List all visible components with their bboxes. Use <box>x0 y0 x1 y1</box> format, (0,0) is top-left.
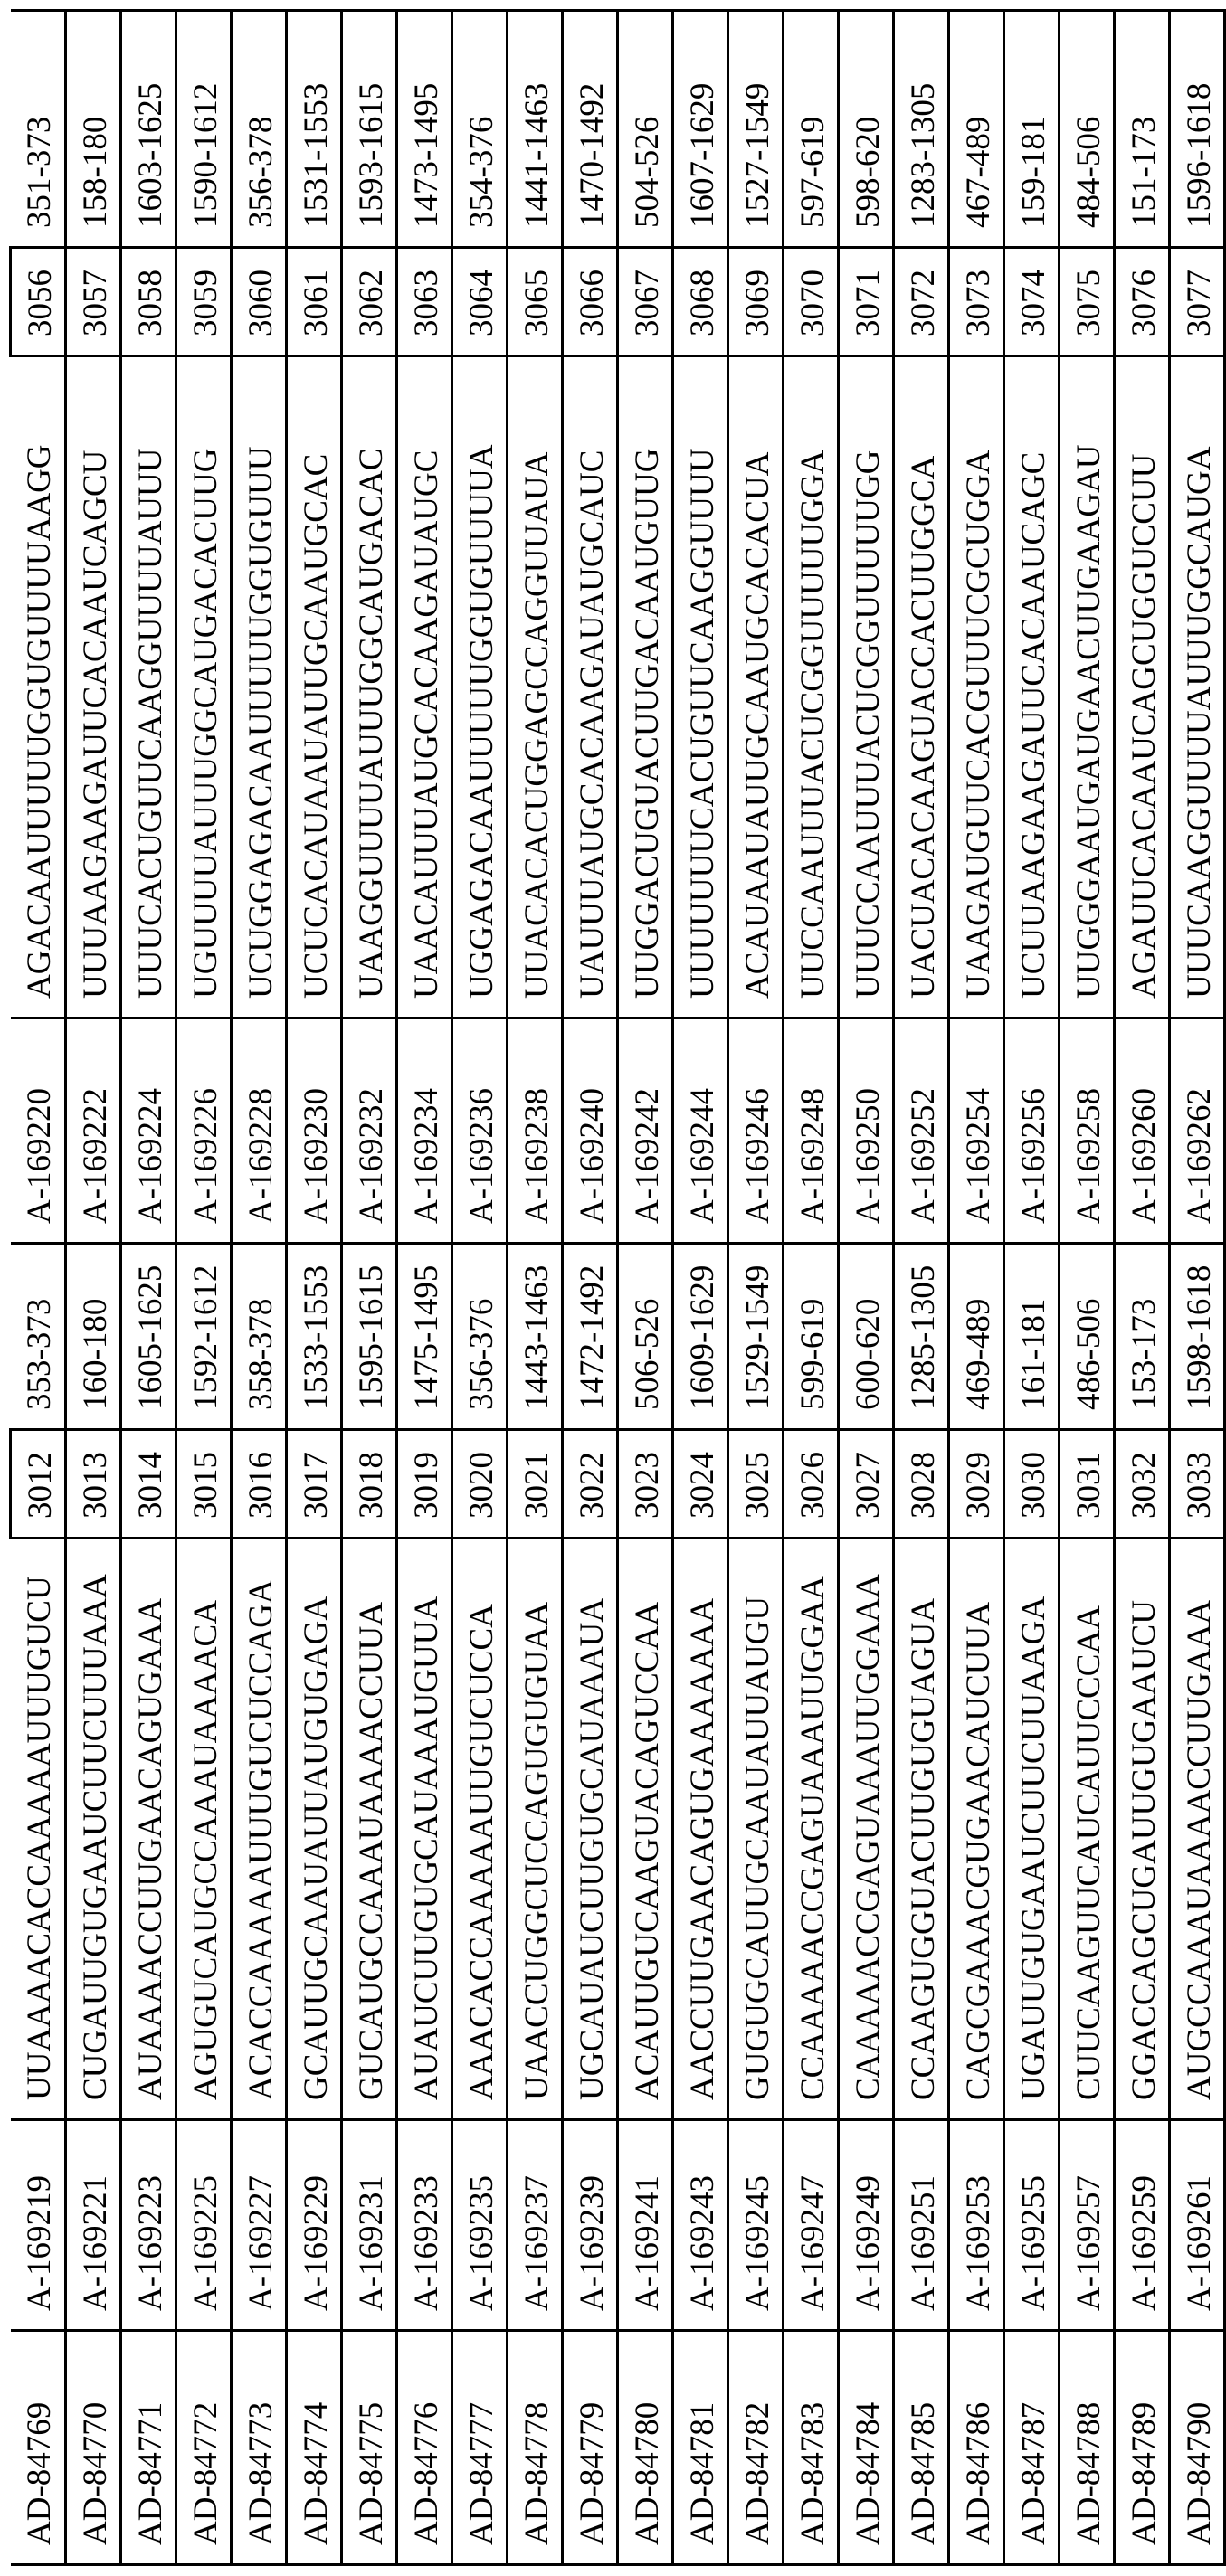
sense-id-cell: A-169253 <box>949 2120 1004 2331</box>
sense-range-cell: 599-619 <box>784 1244 839 1430</box>
table-row <box>397 11 452 2565</box>
antisense-range-cell: 1603-1625 <box>121 11 176 248</box>
sense-range-cell: 1533-1553 <box>287 1244 342 1430</box>
antisense-seq-number-cell: 3063 <box>397 248 452 356</box>
sense-sequence-cell: GCAUUGCAAUAUUAUGUGAGA <box>287 1539 342 2120</box>
sense-id-cell: A-169223 <box>121 2120 176 2331</box>
sense-id-cell: A-169237 <box>508 2120 563 2331</box>
sense-id-cell: A-169251 <box>894 2120 949 2331</box>
sense-sequence-cell: UGAUUGUGAAUCUUCUUAAGA <box>1004 1539 1060 2120</box>
antisense-seq-number-cell: 3069 <box>728 248 784 356</box>
sense-sequence-cell: UAACCUGGCUCCAGUGUGUAA <box>508 1539 563 2120</box>
table-row <box>618 11 673 2565</box>
duplex-id-cell: AD-84783 <box>784 2331 839 2565</box>
antisense-seq-number-cell: 3061 <box>287 248 342 356</box>
sense-range-cell: 1529-1549 <box>728 1244 784 1430</box>
antisense-sequence-cell: UUCCAAUUUACUCGGUUUUUGGA <box>784 356 839 1018</box>
antisense-sequence-cell: AGAUUCACAAUCAGCUGGUCCUU <box>1115 356 1170 1018</box>
table-row <box>1060 11 1115 2565</box>
duplex-id-cell: AD-84776 <box>397 2331 452 2565</box>
antisense-range-cell: 1283-1305 <box>894 11 949 248</box>
antisense-id-cell: A-169252 <box>894 1018 949 1244</box>
antisense-range-cell: 1441-1463 <box>508 11 563 248</box>
sense-range-cell: 160-180 <box>66 1244 121 1430</box>
antisense-id-cell: A-169260 <box>1115 1018 1170 1244</box>
antisense-sequence-cell: UUUAAGAAGAUUCACAAUCAGCU <box>66 356 121 1018</box>
sense-seq-number-cell: 3028 <box>894 1430 949 1539</box>
table-row <box>949 11 1004 2565</box>
sense-sequence-cell: CAAAAACCGAGUAAAUUGGAAA <box>839 1539 894 2120</box>
antisense-id-cell: A-169230 <box>287 1018 342 1244</box>
duplex-id-cell: AD-84784 <box>839 2331 894 2565</box>
sense-sequence-cell: CAGCGAAACGUGAACAUCUUA <box>949 1539 1004 2120</box>
table-row <box>508 11 563 2565</box>
antisense-id-cell: A-169224 <box>121 1018 176 1244</box>
sense-sequence-cell: UUAAAACACCAAAAAUUUGUCU <box>11 1539 66 2120</box>
duplex-id-cell: AD-84781 <box>673 2331 728 2565</box>
sense-seq-number-cell: 3022 <box>563 1430 618 1539</box>
antisense-range-cell: 484-506 <box>1060 11 1115 248</box>
duplex-id-cell: AD-84770 <box>66 2331 121 2565</box>
antisense-seq-number-cell: 3070 <box>784 248 839 356</box>
duplex-id-cell: AD-84771 <box>121 2331 176 2565</box>
table-row <box>784 11 839 2565</box>
sense-id-cell: A-169233 <box>397 2120 452 2331</box>
duplex-id-cell: AD-84788 <box>1060 2331 1115 2565</box>
sense-sequence-cell: UGCAUAUCUUGUGCAUAAAUA <box>563 1539 618 2120</box>
sense-seq-number-cell: 3027 <box>839 1430 894 1539</box>
antisense-id-cell: A-169234 <box>397 1018 452 1244</box>
table-row <box>1004 11 1060 2565</box>
sense-id-cell: A-169239 <box>563 2120 618 2331</box>
antisense-range-cell: 467-489 <box>949 11 1004 248</box>
antisense-seq-number-cell: 3075 <box>1060 248 1115 356</box>
antisense-id-cell: A-169262 <box>1170 1018 1225 1244</box>
sense-range-cell: 358-378 <box>232 1244 287 1430</box>
sense-sequence-cell: CCAAAAACCGAGUAAAUUGGAA <box>784 1539 839 2120</box>
table-row <box>563 11 618 2565</box>
sense-seq-number-cell: 3026 <box>784 1430 839 1539</box>
antisense-id-cell: A-169232 <box>342 1018 397 1244</box>
antisense-sequence-cell: UAAGAUGUUCACGUUUCGCUGGA <box>949 356 1004 1018</box>
antisense-range-cell: 1470-1492 <box>563 11 618 248</box>
duplex-id-cell: AD-84775 <box>342 2331 397 2565</box>
antisense-id-cell: A-169258 <box>1060 1018 1115 1244</box>
antisense-sequence-cell: UACUACACAAGUACCACUUGGCA <box>894 356 949 1018</box>
antisense-sequence-cell: ACAUAAUAUUGCAAUGCACACUA <box>728 356 784 1018</box>
sense-sequence-cell: AAACACCAAAAAUUGUCUCCA <box>452 1539 508 2120</box>
antisense-id-cell: A-169240 <box>563 1018 618 1244</box>
sense-sequence-cell: GUCAUGCCAAAUAAAACCUUA <box>342 1539 397 2120</box>
antisense-seq-number-cell: 3076 <box>1115 248 1170 356</box>
sense-seq-number-cell: 3029 <box>949 1430 1004 1539</box>
sense-range-cell: 1443-1463 <box>508 1244 563 1430</box>
antisense-sequence-cell: UAUUUAUGCACAAGAUAUGCAUC <box>563 356 618 1018</box>
duplex-id-cell: AD-84782 <box>728 2331 784 2565</box>
table-row <box>452 11 508 2565</box>
sense-sequence-cell: AACCUUGAACAGUGAAAAAAA <box>673 1539 728 2120</box>
antisense-seq-number-cell: 3059 <box>176 248 232 356</box>
sense-sequence-cell: AUAUCUUGUGCAUAAAUGUUA <box>397 1539 452 2120</box>
antisense-range-cell: 159-181 <box>1004 11 1060 248</box>
sense-sequence-cell: CUUCAAGUUCAUCAUUCCCAA <box>1060 1539 1115 2120</box>
antisense-range-cell: 1596-1618 <box>1170 11 1225 248</box>
sense-seq-number-cell: 3030 <box>1004 1430 1060 1539</box>
duplex-id-cell: AD-84773 <box>232 2331 287 2565</box>
sense-id-cell: A-169243 <box>673 2120 728 2331</box>
sense-sequence-cell: ACAUUGUCAAGUACAGUCCAA <box>618 1539 673 2120</box>
antisense-seq-number-cell: 3066 <box>563 248 618 356</box>
sense-id-cell: A-169259 <box>1115 2120 1170 2331</box>
table-row <box>839 11 894 2565</box>
table-row <box>894 11 949 2565</box>
sense-seq-number-cell: 3032 <box>1115 1430 1170 1539</box>
antisense-seq-number-cell: 3071 <box>839 248 894 356</box>
sense-seq-number-cell: 3015 <box>176 1430 232 1539</box>
antisense-id-cell: A-169238 <box>508 1018 563 1244</box>
antisense-range-cell: 158-180 <box>66 11 121 248</box>
sense-range-cell: 1609-1629 <box>673 1244 728 1430</box>
antisense-sequence-cell: UAAGGUUUUAUUUGGCAUGACAC <box>342 356 397 1018</box>
antisense-id-cell: A-169228 <box>232 1018 287 1244</box>
sense-id-cell: A-169247 <box>784 2120 839 2331</box>
table-row <box>1170 11 1225 2565</box>
antisense-id-cell: A-169250 <box>839 1018 894 1244</box>
antisense-sequence-cell: AGACAAUUUUUGGUGUUUUAAGG <box>11 356 66 1018</box>
antisense-range-cell: 356-378 <box>232 11 287 248</box>
duplex-id-cell: AD-84787 <box>1004 2331 1060 2565</box>
sense-seq-number-cell: 3025 <box>728 1430 784 1539</box>
table-row <box>66 11 121 2565</box>
sense-seq-number-cell: 3013 <box>66 1430 121 1539</box>
sense-id-cell: A-169245 <box>728 2120 784 2331</box>
antisense-seq-number-cell: 3056 <box>11 248 66 356</box>
table-row <box>728 11 784 2565</box>
duplex-id-cell: AD-84779 <box>563 2331 618 2565</box>
sense-sequence-cell: ACACCAAAAAUUUGUCUCCAGA <box>232 1539 287 2120</box>
antisense-seq-number-cell: 3077 <box>1170 248 1225 356</box>
antisense-seq-number-cell: 3074 <box>1004 248 1060 356</box>
antisense-sequence-cell: UUACACACUGGAGCCAGGUUAUA <box>508 356 563 1018</box>
antisense-range-cell: 597-619 <box>784 11 839 248</box>
sense-id-cell: A-169221 <box>66 2120 121 2331</box>
sense-id-cell: A-169255 <box>1004 2120 1060 2331</box>
table-row <box>673 11 728 2565</box>
antisense-sequence-cell: UUUCACUGUUCAAGGUUUUAUUU <box>121 356 176 1018</box>
table-row <box>121 11 176 2565</box>
antisense-seq-number-cell: 3058 <box>121 248 176 356</box>
antisense-id-cell: A-169222 <box>66 1018 121 1244</box>
sense-sequence-cell: CUGAUUGUGAAUCUUCUUUAAA <box>66 1539 121 2120</box>
sense-seq-number-cell: 3019 <box>397 1430 452 1539</box>
antisense-sequence-cell: UGUUUUAUUUGGCAUGACACUUG <box>176 356 232 1018</box>
sense-seq-number-cell: 3016 <box>232 1430 287 1539</box>
sense-range-cell: 600-620 <box>839 1244 894 1430</box>
sense-id-cell: A-169249 <box>839 2120 894 2331</box>
antisense-sequence-cell: UUGGACUGUACUUGACAAUGUUG <box>618 356 673 1018</box>
antisense-id-cell: A-169246 <box>728 1018 784 1244</box>
antisense-range-cell: 1590-1612 <box>176 11 232 248</box>
sense-seq-number-cell: 3018 <box>342 1430 397 1539</box>
duplex-id-cell: AD-84769 <box>11 2331 66 2565</box>
sense-range-cell: 486-506 <box>1060 1244 1115 1430</box>
antisense-seq-number-cell: 3057 <box>66 248 121 356</box>
sense-range-cell: 353-373 <box>11 1244 66 1430</box>
duplex-id-cell: AD-84772 <box>176 2331 232 2565</box>
sense-range-cell: 1285-1305 <box>894 1244 949 1430</box>
sense-id-cell: A-169229 <box>287 2120 342 2331</box>
table-row <box>176 11 232 2565</box>
antisense-range-cell: 1527-1549 <box>728 11 784 248</box>
sense-range-cell: 356-376 <box>452 1244 508 1430</box>
sense-seq-number-cell: 3021 <box>508 1430 563 1539</box>
antisense-id-cell: A-169256 <box>1004 1018 1060 1244</box>
sense-seq-number-cell: 3023 <box>618 1430 673 1539</box>
duplex-id-cell: AD-84786 <box>949 2331 1004 2565</box>
sense-id-cell: A-169227 <box>232 2120 287 2331</box>
sense-seq-number-cell: 3012 <box>11 1430 66 1539</box>
antisense-range-cell: 1607-1629 <box>673 11 728 248</box>
sense-id-cell: A-169219 <box>11 2120 66 2331</box>
sense-sequence-cell: GGACCAGCUGAUUGUGAAUCU <box>1115 1539 1170 2120</box>
duplex-id-cell: AD-84789 <box>1115 2331 1170 2565</box>
antisense-seq-number-cell: 3065 <box>508 248 563 356</box>
duplex-id-cell: AD-84778 <box>508 2331 563 2565</box>
rotated-page <box>9 12 1169 2566</box>
antisense-id-cell: A-169220 <box>11 1018 66 1244</box>
sense-id-cell: A-169235 <box>452 2120 508 2331</box>
antisense-seq-number-cell: 3060 <box>232 248 287 356</box>
antisense-range-cell: 1593-1615 <box>342 11 397 248</box>
sense-range-cell: 153-173 <box>1115 1244 1170 1430</box>
antisense-range-cell: 1473-1495 <box>397 11 452 248</box>
antisense-sequence-cell: UCUUAAGAAGAUUCACAAUCAGC <box>1004 356 1060 1018</box>
table-row <box>287 11 342 2565</box>
antisense-seq-number-cell: 3073 <box>949 248 1004 356</box>
antisense-sequence-cell: UAACAUUUAUGCACAAGAUAUGC <box>397 356 452 1018</box>
antisense-seq-number-cell: 3067 <box>618 248 673 356</box>
table-row <box>232 11 287 2565</box>
duplex-id-cell: AD-84774 <box>287 2331 342 2565</box>
sense-range-cell: 161-181 <box>1004 1244 1060 1430</box>
sense-seq-number-cell: 3017 <box>287 1430 342 1539</box>
duplex-id-cell: AD-84790 <box>1170 2331 1225 2565</box>
antisense-range-cell: 504-526 <box>618 11 673 248</box>
antisense-range-cell: 598-620 <box>839 11 894 248</box>
sense-range-cell: 506-526 <box>618 1244 673 1430</box>
antisense-id-cell: A-169248 <box>784 1018 839 1244</box>
antisense-seq-number-cell: 3072 <box>894 248 949 356</box>
sense-range-cell: 1592-1612 <box>176 1244 232 1430</box>
antisense-sequence-cell: UUUUUUUCACUGUUCAAGGUUUU <box>673 356 728 1018</box>
duplex-id-cell: AD-84785 <box>894 2331 949 2565</box>
table-row <box>1115 11 1170 2565</box>
antisense-sequence-cell: UUUCCAAUUUACUCGGUUUUUGG <box>839 356 894 1018</box>
sense-seq-number-cell: 3031 <box>1060 1430 1115 1539</box>
sense-range-cell: 1595-1615 <box>342 1244 397 1430</box>
sense-seq-number-cell: 3024 <box>673 1430 728 1539</box>
antisense-id-cell: A-169226 <box>176 1018 232 1244</box>
sense-id-cell: A-169241 <box>618 2120 673 2331</box>
antisense-range-cell: 351-373 <box>11 11 66 248</box>
antisense-sequence-cell: UUGGGAAUGAUGAACUUGAAGAU <box>1060 356 1115 1018</box>
antisense-id-cell: A-169244 <box>673 1018 728 1244</box>
sense-range-cell: 469-489 <box>949 1244 1004 1430</box>
sense-id-cell: A-169257 <box>1060 2120 1115 2331</box>
sense-range-cell: 1605-1625 <box>121 1244 176 1430</box>
antisense-sequence-cell: UCUGGAGACAAUUUUUGGUGUUU <box>232 356 287 1018</box>
antisense-seq-number-cell: 3068 <box>673 248 728 356</box>
sense-sequence-cell: AGUGUCAUGCCAAAUAAAACA <box>176 1539 232 2120</box>
sense-id-cell: A-169225 <box>176 2120 232 2331</box>
sense-id-cell: A-169231 <box>342 2120 397 2331</box>
sense-sequence-cell: AUAAAACCUUGAACAGUGAAA <box>121 1539 176 2120</box>
antisense-range-cell: 354-376 <box>452 11 508 248</box>
sequence-table <box>9 9 1226 2566</box>
antisense-sequence-cell: UGGAGACAAUUUUUGGUGUUUUA <box>452 356 508 1018</box>
antisense-id-cell: A-169236 <box>452 1018 508 1244</box>
sense-seq-number-cell: 3014 <box>121 1430 176 1539</box>
sense-seq-number-cell: 3033 <box>1170 1430 1225 1539</box>
antisense-id-cell: A-169254 <box>949 1018 1004 1244</box>
sense-range-cell: 1598-1618 <box>1170 1244 1225 1430</box>
sense-sequence-cell: CCAAGUGGUACUUGUGUAGUA <box>894 1539 949 2120</box>
antisense-seq-number-cell: 3064 <box>452 248 508 356</box>
antisense-sequence-cell: UCUCACAUAAUAUUGCAAUGCAC <box>287 356 342 1018</box>
antisense-seq-number-cell: 3062 <box>342 248 397 356</box>
sense-range-cell: 1475-1495 <box>397 1244 452 1430</box>
table-row <box>342 11 397 2565</box>
sense-sequence-cell: GUGUGCAUUGCAAUAUUAUGU <box>728 1539 784 2120</box>
sense-range-cell: 1472-1492 <box>563 1244 618 1430</box>
antisense-range-cell: 151-173 <box>1115 11 1170 248</box>
antisense-sequence-cell: UUUCAAGGUUUUAUUUGGCAUGA <box>1170 356 1225 1018</box>
sense-sequence-cell: AUGCCAAAUAAAACCUUGAAA <box>1170 1539 1225 2120</box>
duplex-id-cell: AD-84780 <box>618 2331 673 2565</box>
duplex-id-cell: AD-84777 <box>452 2331 508 2565</box>
antisense-id-cell: A-169242 <box>618 1018 673 1244</box>
table-row <box>11 11 66 2565</box>
antisense-range-cell: 1531-1553 <box>287 11 342 248</box>
sense-seq-number-cell: 3020 <box>452 1430 508 1539</box>
sense-id-cell: A-169261 <box>1170 2120 1225 2331</box>
